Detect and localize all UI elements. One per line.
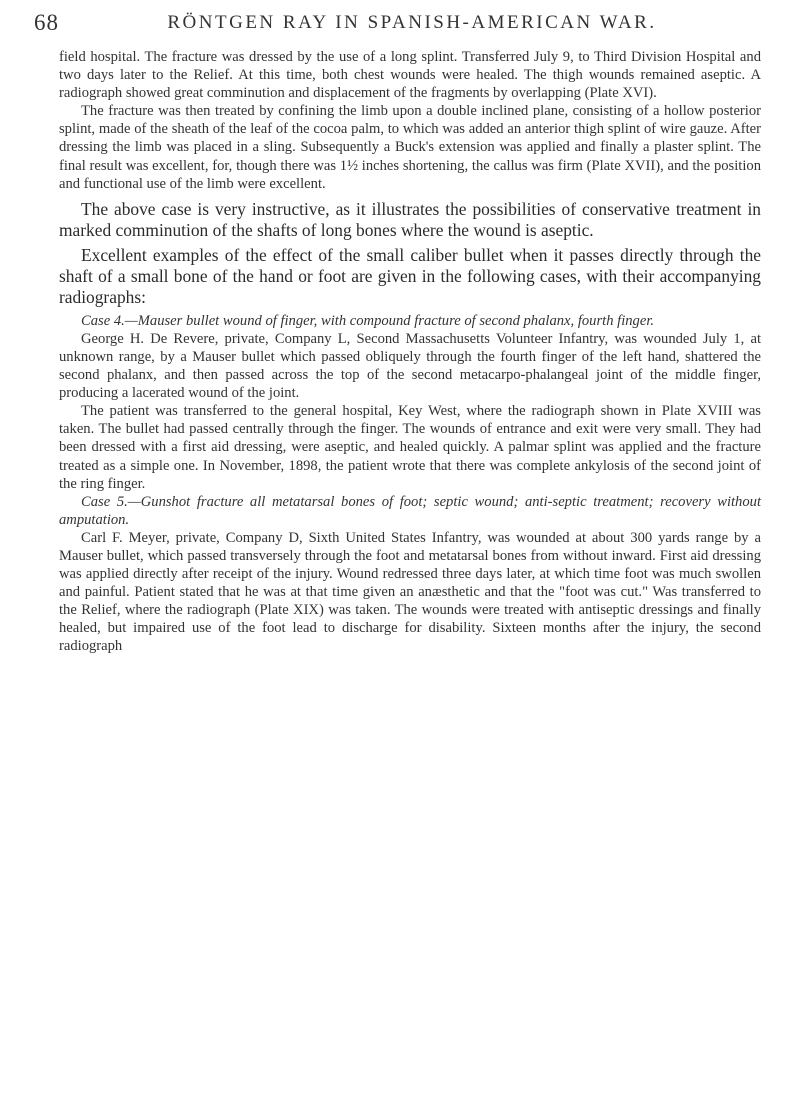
case-5-heading: Case 5.—Gunshot fracture all metatarsal bones of foot; septic wound; anti-septic treatment; recovery without amputation. (59, 493, 761, 528)
case-4-heading: Case 4.—Mauser bullet wound of finger, with compound fracture of second phalanx, fourth finger. (81, 312, 655, 329)
page-number: 68 (34, 10, 59, 35)
paragraph-case-4-description: George H. De Revere, private, Company L, Second Massachusetts Volunteer Infantry, was wounded July 1, at unknown range, by a Mauser bullet which passed obliquely through the fourth finger of the left hand, shattered the second phalanx, and then passed across the top of the second metacarpo-phalangeal joint of the middle finger, producing a lacerated wound of the joint. (59, 330, 761, 402)
paragraph-instructive-case: The above case is very instructive, as it illustrates the possibilities of conservative treatment in marked comminution of the shafts of long bones where the wound is aseptic. (59, 198, 761, 241)
running-head: RÖNTGEN RAY IN SPANISH-AMERICAN WAR. (167, 12, 657, 33)
paragraph-case-4-outcome: The patient was transferred to the general hospital, Key West, where the radiograph shown in Plate XVIII was taken. The bullet had passed centrally through the finger. The wounds of entrance and exit were very small. They had been dressed with a first aid dressing, were aseptic, and healed quickly. A palmar splint was applied and the fracture treated as a simple one. In November, 1898, the patient wrote that there was complete ankylosis of the second joint of the ring finger. (59, 403, 761, 492)
page-body (59, 48, 761, 656)
page-header (34, 10, 750, 38)
paragraph-continued: field hospital. The fracture was dressed by the use of a long splint. Transferred July 9, to Third Division Hospital and two days later to the Relief. At this time, both chest wounds were healed. The thigh wounds remained aseptic. A radiograph showed great comminution and displacement of the fragments by overlapping (Plate XVI). (59, 49, 761, 102)
paragraph-fracture-treatment: The fracture was then treated by confining the limb upon a double inclined plane, consisting of a hollow posterior splint, made of the sheath of the leaf of the cocoa palm, to which was added an anterior thigh splint of wire gauze. After dressing the limb was placed in a sling. Subsequently a Buck's extension was applied and finally a plaster splint. The final result was excellent, for, though there was 1½ inches shortening, the callus was firm (Plate XVII), and the position and functional use of the limb were excellent. (59, 103, 761, 192)
paragraph-case-5-description: Carl F. Meyer, private, Company D, Sixth United States Infantry, was wounded at about 300 yards range by a Mauser bullet, which passed transversely through the foot and metatarsal bones from without inward. First aid dressing was applied directly after receipt of the injury. Wound redressed three days later, at which time foot was much swollen and painful. Patient stated that he was at that time given an anæsthetic and that the "foot was cut." Was transferred to the Relief, where the radiograph (Plate XIX) was taken. The wounds were treated with antiseptic dressings and finally healed, but impaired use of the foot lead to discharge for disability. Sixteen months after the injury, the second radiograph (59, 529, 761, 655)
paragraph-small-caliber-examples: Excellent examples of the effect of the small caliber bullet when it passes directly through the shaft of a small bone of the hand or foot are given in the following cases, with their accompanying radiographs: (59, 244, 761, 308)
